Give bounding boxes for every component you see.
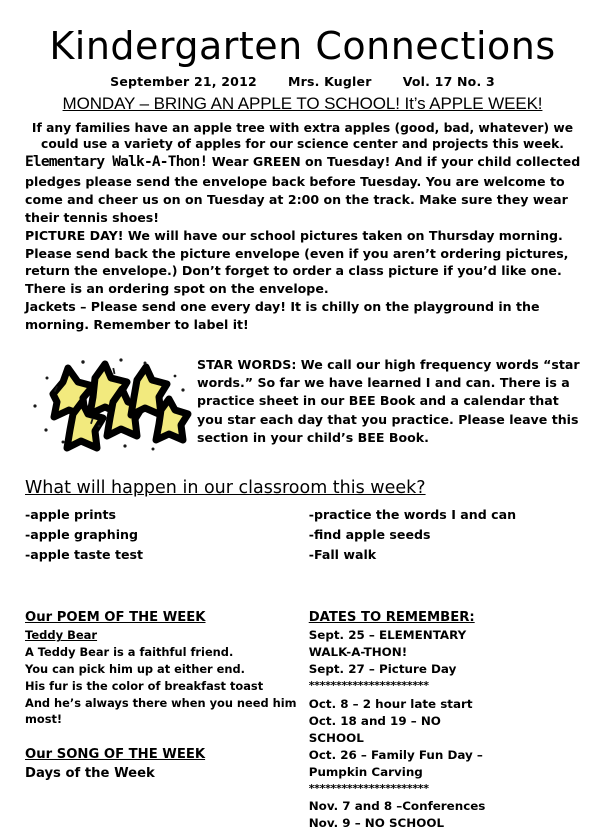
- date-line: WALK-A-THON!: [308, 645, 408, 660]
- list-item-text: -practice the words: [308, 506, 452, 522]
- list-item: [309, 505, 583, 525]
- bold-word-can: can: [491, 506, 517, 522]
- star-word-i: I: [425, 375, 431, 391]
- song-title: Days of the Week: [25, 766, 155, 782]
- date-line: Oct. 26 – Family Fun Day –: [308, 747, 483, 762]
- star-words-text: [197, 356, 583, 447]
- star-words-label: STAR WORDS:: [197, 356, 297, 372]
- classroom-activities-right: [309, 505, 583, 565]
- star-words-text-1: We call our high frequency words “star words.” So far we have learned: [197, 356, 580, 391]
- song-heading: Our SONG OF THE WEEK: [25, 747, 206, 763]
- date-line: Sept. 27 – Picture Day: [308, 662, 457, 677]
- star-words-text-2: and: [430, 375, 466, 391]
- poem-line: A Teddy Bear is a faithful friend.: [25, 644, 234, 659]
- poem-title: Teddy Bear: [25, 628, 98, 643]
- poem-song-column: [25, 609, 309, 832]
- issue-info: [0, 74, 605, 89]
- dates-column: [309, 609, 583, 832]
- monday-banner: MONDAY – BRING AN APPLE TO SCHOOL! It’s APPLE WEEK!: [62, 94, 543, 113]
- star-words-section: [25, 356, 583, 448]
- walkathon-body: Wear GREEN on Tuesday! And if your child collected pledges please send the envelope back before Tuesday. You are welcome to come and cheer us on on Tuesday at 2:00 on the track. Make sure they wear their tennis shoes!: [25, 154, 581, 225]
- date-line: Sept. 25 – ELEMENTARY: [308, 628, 467, 643]
- asterisk-divider: **********************: [308, 679, 429, 693]
- date-line: Pumpkin Carving: [308, 764, 423, 779]
- jackets-paragraph: Jackets – Please send one every day! It is chilly on the playground in the morning. Remember to label it!: [25, 299, 540, 333]
- volume-number: Vol. 17 No. 3: [402, 74, 495, 89]
- classroom-activities: [25, 505, 583, 565]
- bold-word-i: I: [451, 506, 456, 522]
- list-item: -Fall walk: [308, 546, 377, 562]
- poem-line: And he’s always there when you need him most!: [25, 695, 297, 727]
- date-line: Oct. 8 – 2 hour late start: [308, 696, 473, 711]
- bottom-columns: [25, 609, 583, 832]
- poem-heading: Our POEM OF THE WEEK: [25, 609, 206, 625]
- walkathon-paragraph: [25, 152, 583, 226]
- list-item: -apple taste test: [25, 546, 144, 562]
- list-item: -apple graphing: [25, 526, 138, 542]
- poem-line: You can pick him up at either end.: [25, 661, 245, 676]
- list-item: -apple prints: [25, 506, 117, 522]
- date-line: Oct. 18 and 19 – NO: [308, 713, 441, 728]
- star-word-can: can: [465, 375, 491, 391]
- list-item-text: and: [455, 506, 492, 522]
- date-line: Nov. 9 – NO SCHOOL: [308, 815, 445, 830]
- date-line: Nov. 7 and 8 –Conferences: [308, 798, 486, 813]
- poem-line: His fur is the color of breakfast toast: [25, 678, 264, 693]
- classroom-heading: What will happen in our classroom this week?: [25, 477, 426, 498]
- teacher-name: Mrs. Kugler: [287, 74, 372, 89]
- walkathon-heading: Elementary Walk-A-Thon!: [25, 154, 208, 171]
- picture-day-paragraph: PICTURE DAY! We will have our school pictures taken on Thursday morning. Please send back the picture envelope (even if you aren’t ordering pictures, return the envelope.) Don’t forget to order a class picture if you’d like one. There is an ordering spot on the envelope.: [25, 227, 569, 297]
- star-words-text-3: . There is a practice sheet in our BEE Book and a calendar that you star each day that you practice. Please leave this section in your child’s BEE Book.: [197, 375, 579, 445]
- page-title: Kindergarten Connections: [49, 24, 556, 68]
- asterisk-divider: **********************: [308, 781, 429, 795]
- body-content: [0, 152, 605, 831]
- issue-date: September 21, 2012: [110, 74, 257, 89]
- list-item: -find apple seeds: [308, 526, 431, 542]
- date-line: SCHOOL: [308, 730, 364, 745]
- classroom-activities-left: [25, 505, 309, 565]
- five-stars-clipart-icon: [25, 356, 193, 456]
- intro-paragraph: If any families have an apple tree with extra apples (good, bad, whatever) we could use a variety of apples for our science center and projects this week.: [31, 121, 574, 152]
- dates-heading: DATES TO REMEMBER:: [308, 609, 475, 625]
